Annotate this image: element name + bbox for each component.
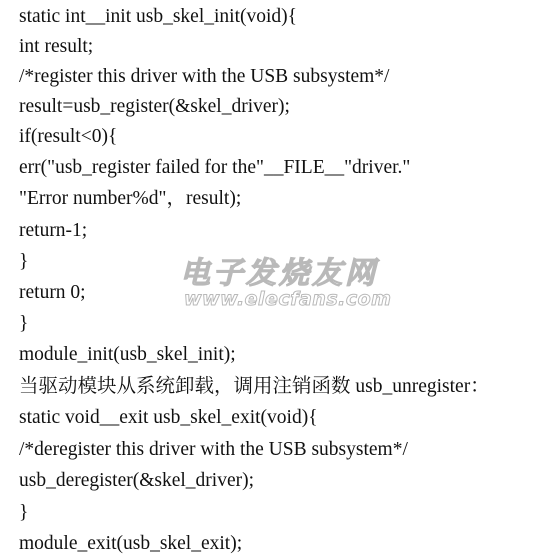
code-line-3: /*register this driver with the USB subsystem*/ <box>19 66 390 87</box>
code-line-9: } <box>19 251 29 272</box>
code-line-10: return 0; <box>19 282 86 303</box>
code-line-2: int result; <box>19 36 94 57</box>
code-line-1: static int__init usb_skel_init(void){ <box>19 6 298 27</box>
code-line-11: } <box>19 313 29 334</box>
watermark-url: www.elecfans.com <box>184 288 392 310</box>
watermark <box>172 248 392 318</box>
code-line-5: if(result<0){ <box>19 126 118 147</box>
code-line-7: "Error number%d"，result); <box>19 188 242 209</box>
code-line-16: usb_deregister(&skel_driver); <box>19 470 255 491</box>
code-line-6: err("usb_register failed for the"__FILE__"driver." <box>19 157 411 178</box>
code-line-18: module_exit(usb_skel_exit); <box>19 533 243 554</box>
watermark-site-name: 电子发烧友网 <box>180 256 378 291</box>
code-line-4: result=usb_register(&skel_driver); <box>19 96 290 117</box>
code-line-15: /*deregister this driver with the USB subsystem*/ <box>19 439 408 460</box>
code-line-8: return-1; <box>19 220 88 241</box>
code-line-14: static void__exit usb_skel_exit(void){ <box>19 407 318 428</box>
code-line-17: } <box>19 502 29 523</box>
code-line-12: module_init(usb_skel_init); <box>19 344 236 365</box>
prose-line: 当驱动模块从系统卸载，调用注销函数 usb_unregister： <box>19 376 490 397</box>
